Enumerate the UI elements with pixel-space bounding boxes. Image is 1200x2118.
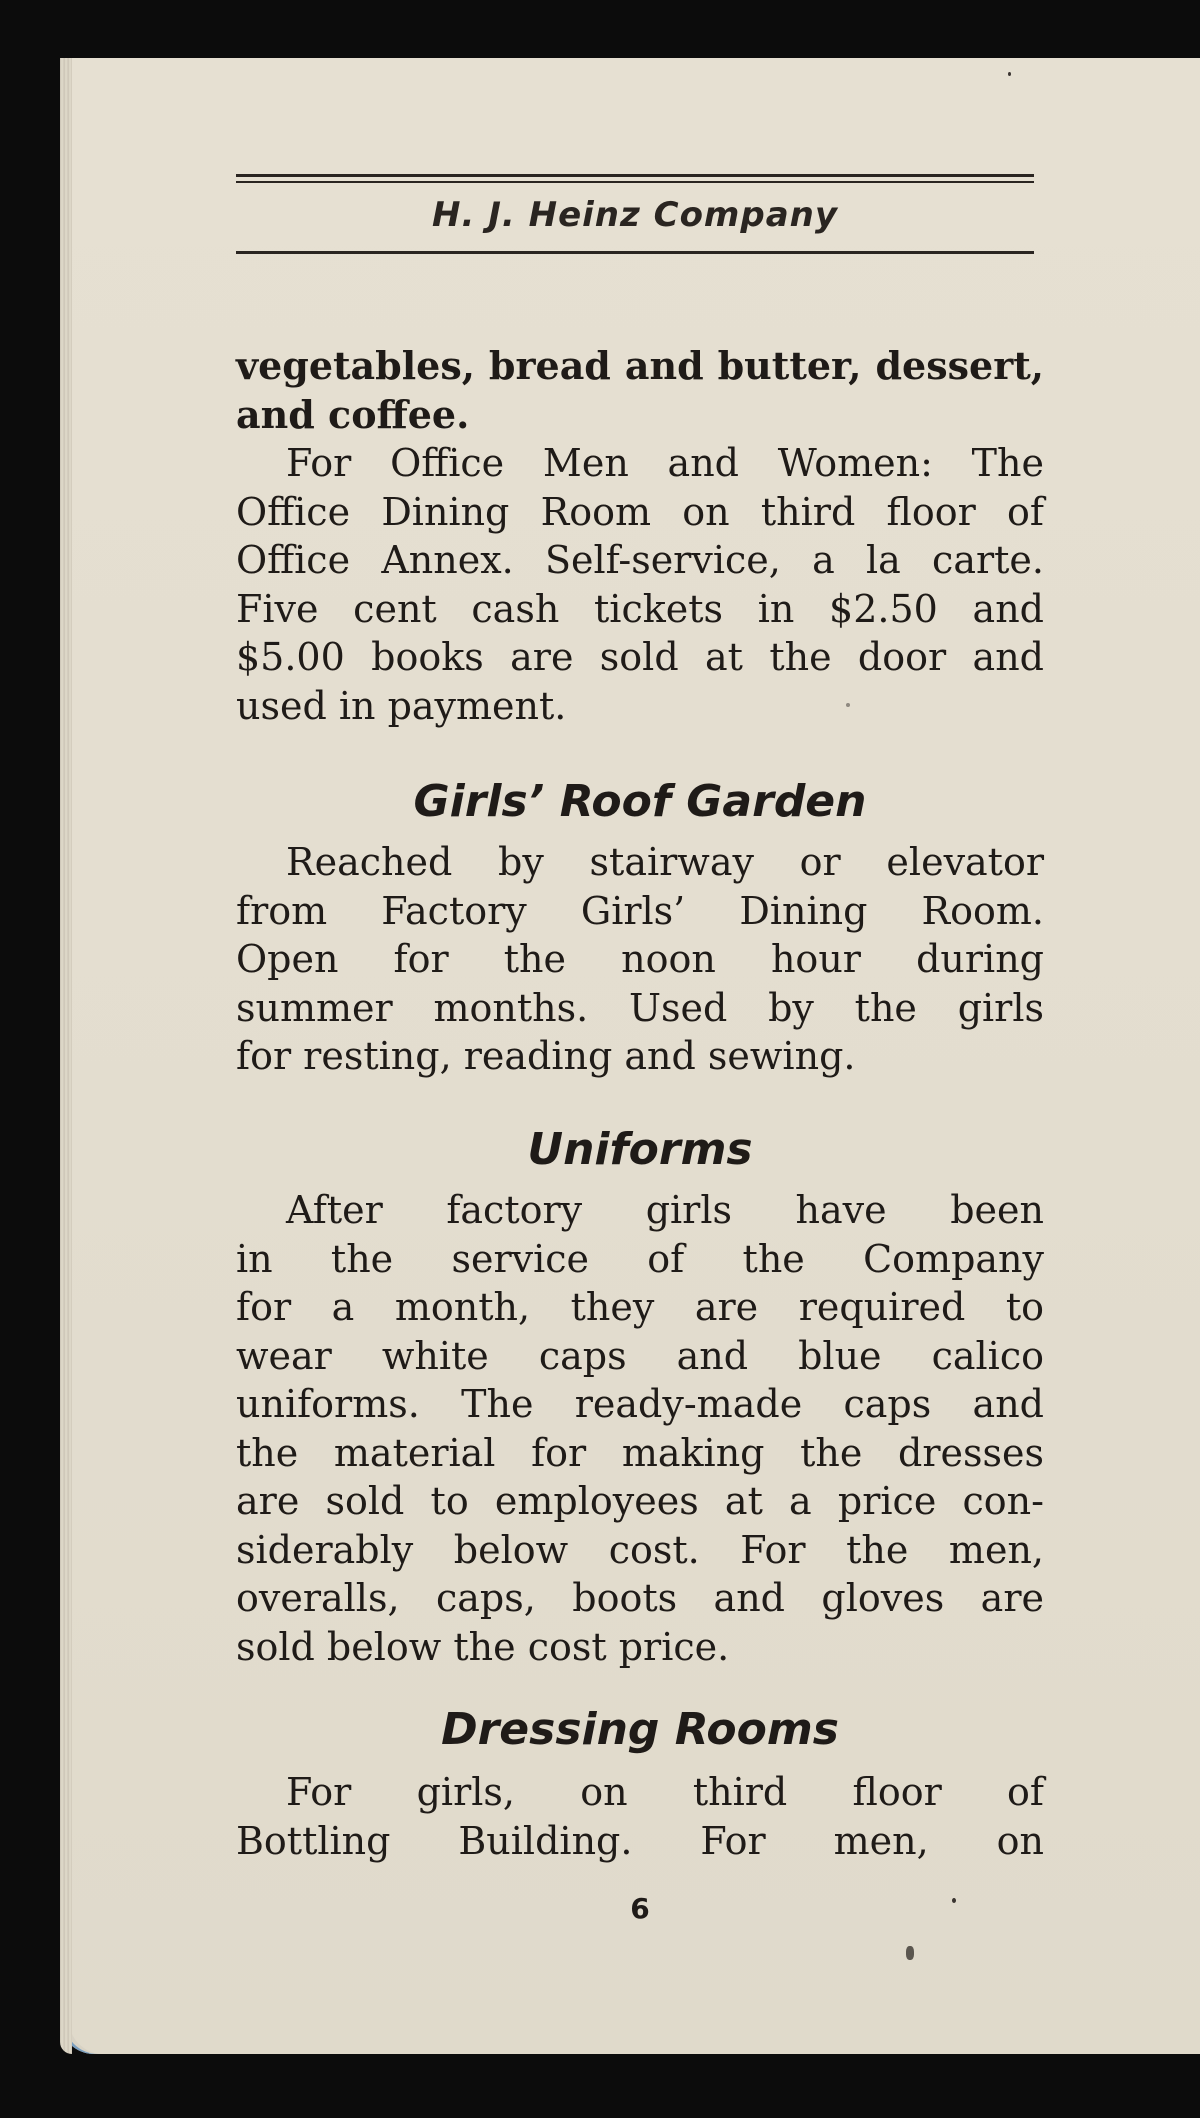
text-line: Office Annex. Self-service, a la carte. [236,538,1044,582]
text-line: Reached by stairway or elevator [286,840,1044,884]
text-line: $5.00 books are sold at the door and [236,635,1044,679]
text-line: For Office Men and Women: The [286,441,1044,485]
paper-speck [1008,72,1011,76]
text-line: the material for making the dresses [236,1430,1044,1475]
section-text [236,838,1044,1081]
running-head: H. J. Heinz Company [432,195,838,235]
text-line: Bottling Building. For men, on [236,1818,1044,1863]
text-line: are sold to employees at a price con- [236,1479,1044,1523]
page-edges [60,58,72,2054]
text-line: for resting, reading and sewing. [236,1034,856,1078]
text-line: For girls, on third floor of [286,1770,1044,1814]
paper-speck [906,1946,914,1960]
text-line: Five cent cash tickets in $2.50 and [236,586,1044,631]
text-line: summer months. Used by the girls [236,985,1044,1030]
text-line: wear white caps and blue calico [236,1333,1044,1378]
intro-text [236,342,1044,730]
text-line: Open for the noon hour during [236,937,1044,981]
text-line: vegetables, bread and butter, dessert, [236,343,1044,388]
text-line: from Factory Girls’ Dining Room. [236,888,1044,933]
section-text [236,1768,1044,1865]
text-line: used in payment. [236,683,567,728]
text-line: uniforms. The ready-made caps and [236,1382,1044,1426]
text-line: sold below the cost price. [236,1624,730,1669]
section-text [236,1186,1044,1671]
section-heading: Girls’ Roof Garden [413,776,867,827]
paper-speck [846,703,850,707]
text-line: Office Dining Room on third floor of [236,489,1044,534]
text-line: in the service of the Company [236,1236,1044,1281]
header-rule-top-thin [236,181,1034,183]
text-line: siderably below cost. For the men, [236,1527,1044,1572]
text-line: for a month, they are required to [236,1285,1044,1329]
text-line: and coffee. [236,391,470,437]
header-rule-bottom [236,251,1034,254]
section-heading: Uniforms [527,1124,753,1175]
page-number: 6 [630,1892,650,1925]
header-rule-top [236,174,1034,177]
paper-speck [952,1898,956,1903]
text-line: overalls, caps, boots and gloves are [236,1576,1044,1620]
section-heading: Dressing Rooms [441,1704,839,1755]
text-line: After factory girls have been [286,1188,1044,1232]
